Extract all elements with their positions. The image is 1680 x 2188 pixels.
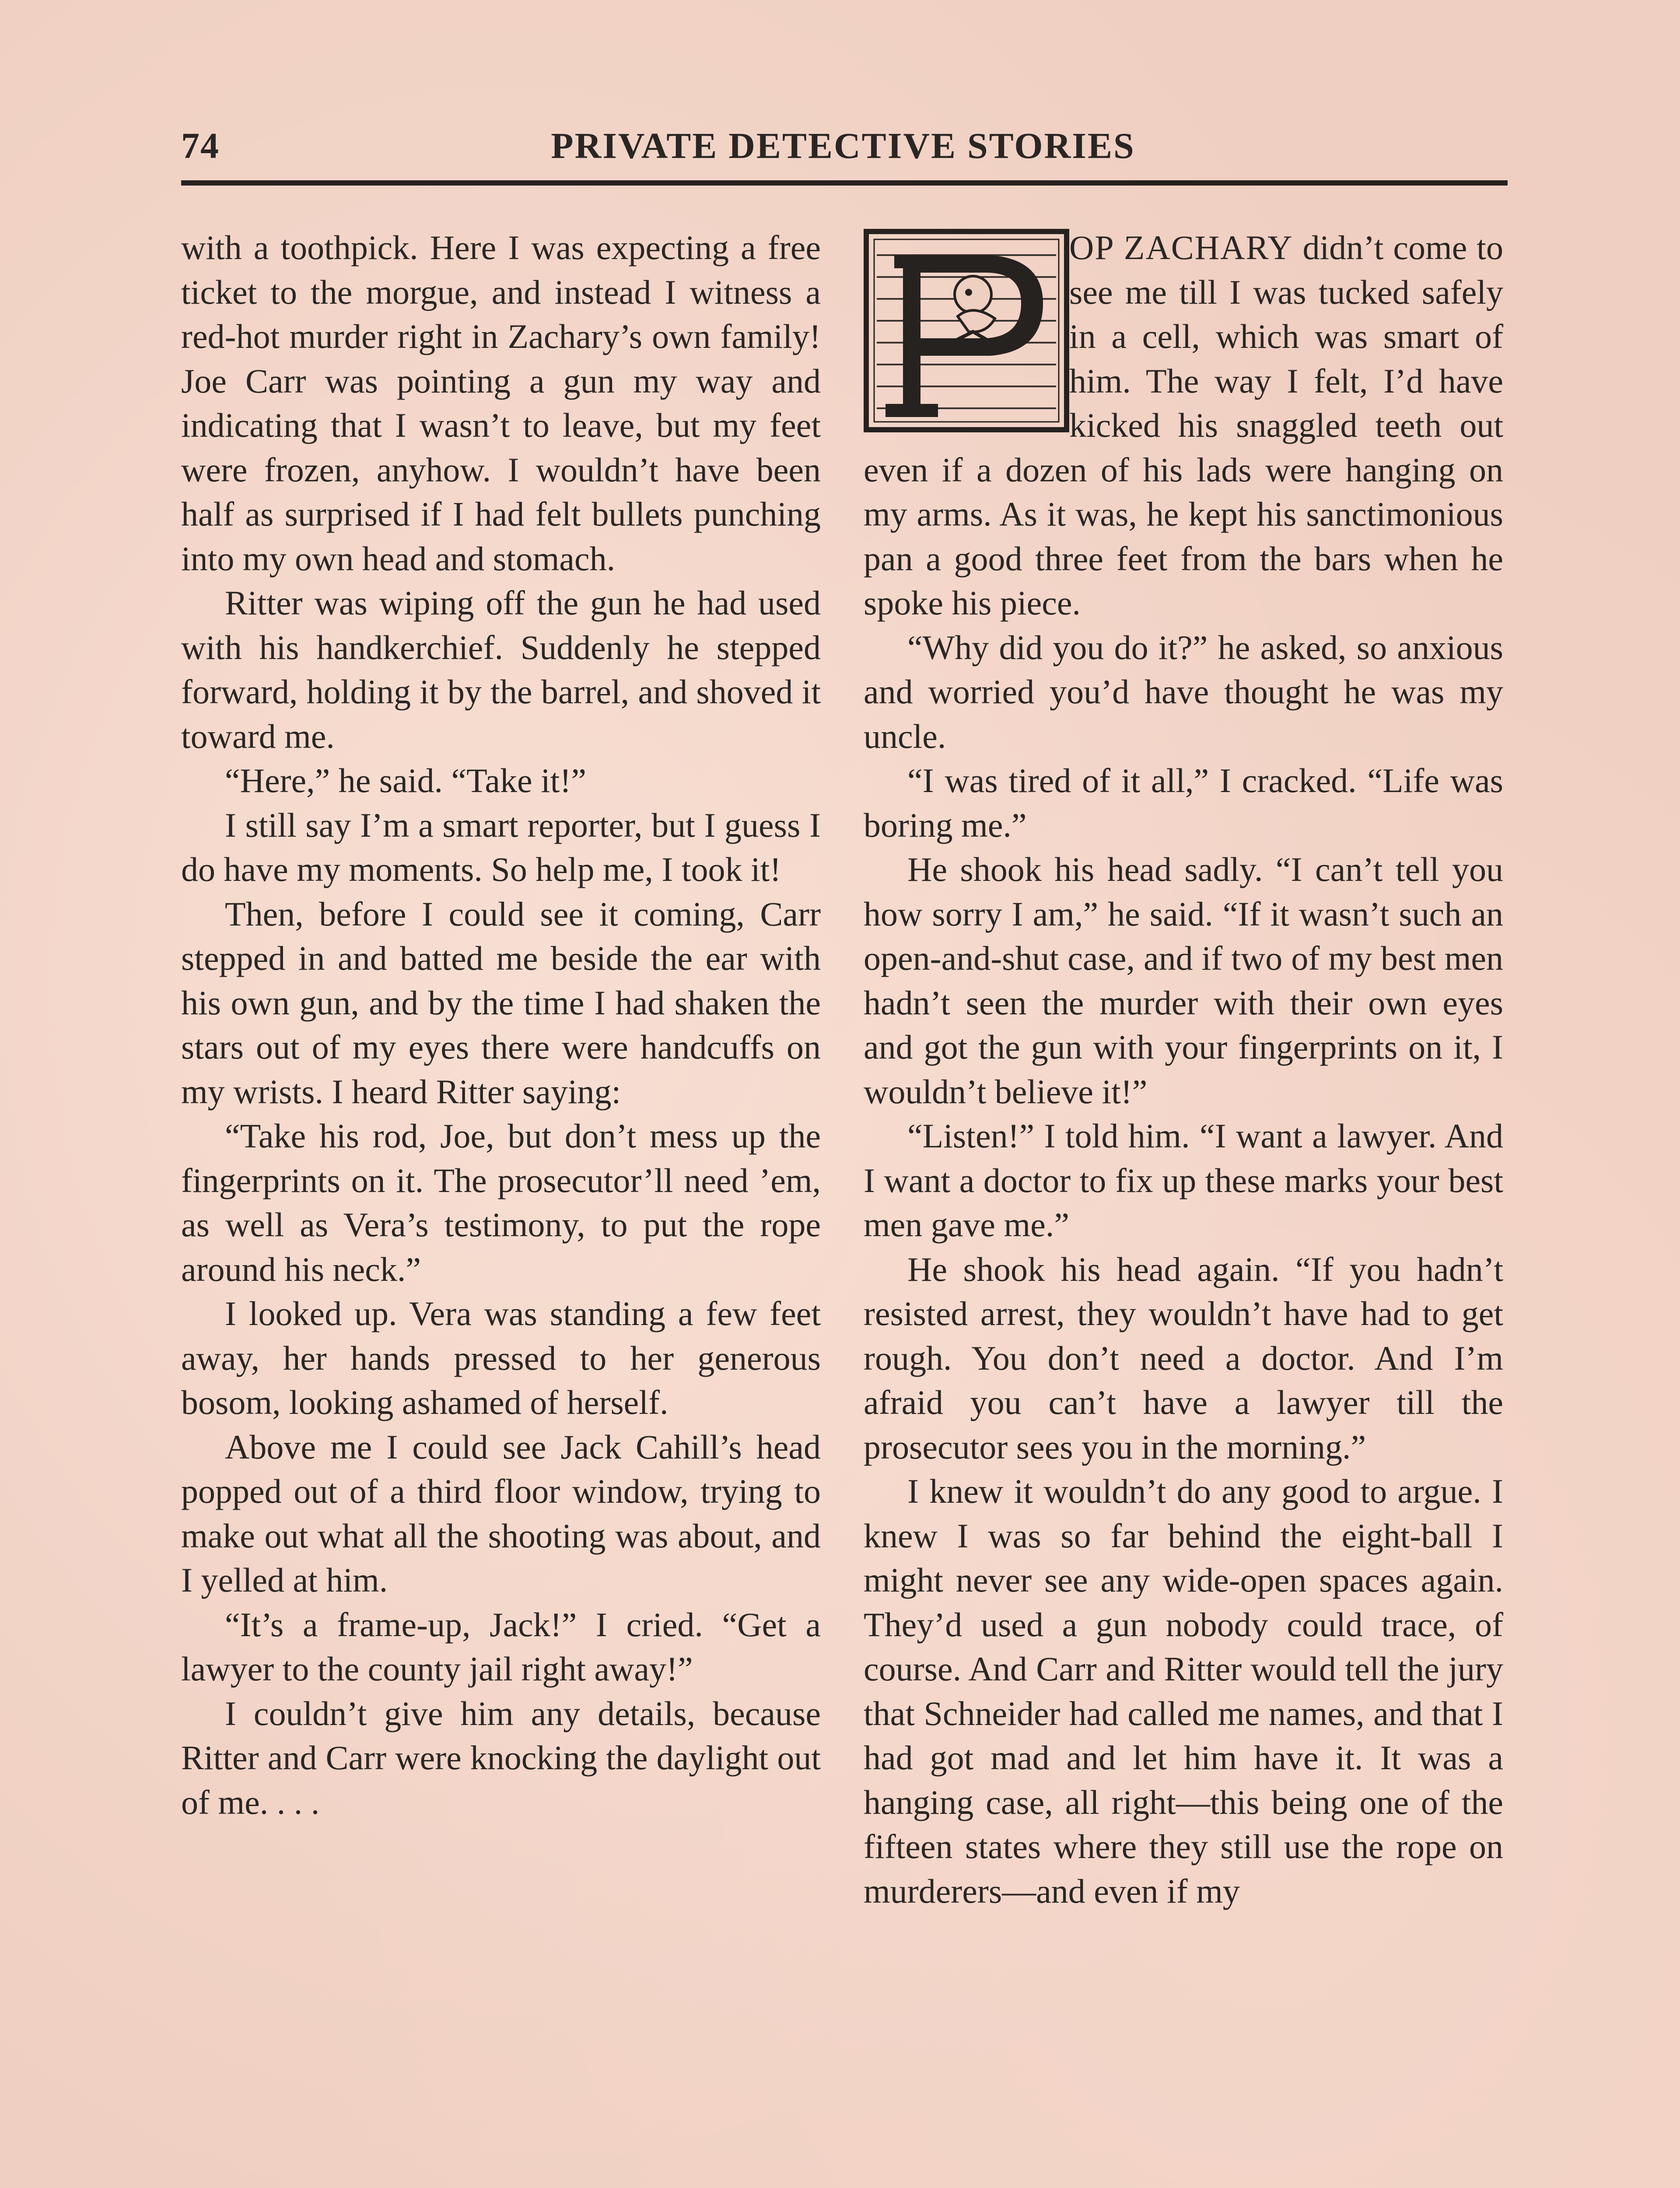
paragraph: I looked up. Vera was standing a few feet away, her hands pressed to her generous bosom, looking ashamed of herself.: [181, 1294, 821, 1421]
paragraph: “Take his rod, Joe, but don’t mess up the fingerprints on it. The prosecutor’ll need ’em, as well as Vera’s testimony, to put the rope around his neck.”: [181, 1117, 821, 1288]
running-head: PRIVATE DETECTIVE STORIES: [551, 126, 1135, 166]
lead-caps: OP ZACHARY: [1069, 228, 1293, 266]
paragraph: Above me I could see Jack Cahill’s head popped out of a third floor window, trying to make out what all the shooting was about, and I yelled at him.: [181, 1427, 821, 1599]
paragraph: “I was tired of it all,” I cracked. “Life was boring me.”: [864, 761, 1503, 844]
paragraph: I knew it wouldn’t do any good to argue. I knew I was so far behind the eight-ball I might never see any wide-open spaces again. They’d used a gun nobody could trace, of course. And Carr and Ritter would tell the jury that Schneider had called me names, and that I had got mad and let him have it. It was a hanging case, all right—this being one of the fifteen states where they still use the rope on murderers—and even if my: [864, 1472, 1503, 1910]
opening-text: didn’t come to see me till I was tucked safely in a cell, which was smart of him. The way I felt, I’d have kicked his snaggled teeth out even if a dozen of his lads were hanging on my arms. As it was, he kept his sanctimonious pan a good three feet from the bars when he spoke his piece.: [864, 228, 1503, 622]
paragraph: “Here,” he said. “Take it!”: [225, 761, 587, 799]
paragraph: I still say I’m a smart reporter, but I guess I do have my moments. So help me, I took it!: [181, 806, 821, 888]
left-column: [181, 225, 821, 1824]
paragraph: He shook his head again. “If you hadn’t resisted arrest, they wouldn’t have had to get rough. You don’t need a doctor. And I’m afraid you can’t have a lawyer till the prosecutor sees you in the morning.”: [864, 1250, 1503, 1466]
page-number: 74: [181, 126, 220, 166]
paragraph: with a toothpick. Here I was expecting a free ticket to the morgue, and instead I witness a red-hot murder right in Zachary’s own family! Joe Carr was pointing a gun my way and indicating that I wasn’t to leave, but my feet were frozen, anyhow. I wouldn’t have been half as surprised if I had felt bullets punching into my own head and stomach.: [181, 228, 821, 578]
header-rule: [181, 180, 1508, 186]
paragraph: Ritter was wiping off the gun he had used with his handkerchief. Suddenly he stepped forward, holding it by the barrel, and shoved it toward me.: [181, 584, 821, 755]
right-column: [864, 225, 1503, 1913]
paragraph: “Why did you do it?” he asked, so anxious and worried you’d have thought he was my uncle.: [864, 628, 1503, 755]
drop-cap-p-icon: [864, 229, 1069, 432]
paragraph: Then, before I could see it coming, Carr stepped in and batted me beside the ear with his own gun, and by the time I had shaken the stars out of my eyes there were handcuffs on my wrists. I heard Ritter saying:: [181, 894, 821, 1111]
paragraph: “It’s a frame-up, Jack!” I cried. “Get a lawyer to the county jail right away!”: [181, 1605, 821, 1688]
paragraph: “Listen!” I told him. “I want a lawyer. And I want a doctor to fix up these marks your best men gave me.”: [864, 1117, 1503, 1244]
paragraph: I couldn’t give him any details, because Ritter and Carr were knocking the daylight out of me. . . .: [181, 1694, 821, 1821]
page-header: [181, 125, 1505, 177]
opening-paragraph: [864, 225, 1503, 625]
paragraph: He shook his head sadly. “I can’t tell you how sorry I am,” he said. “If it wasn’t such an open-and-shut case, and if two of my best men hadn’t seen the murder with their own eyes and got the gun with your fingerprints on it, I wouldn’t believe it!”: [864, 850, 1503, 1111]
